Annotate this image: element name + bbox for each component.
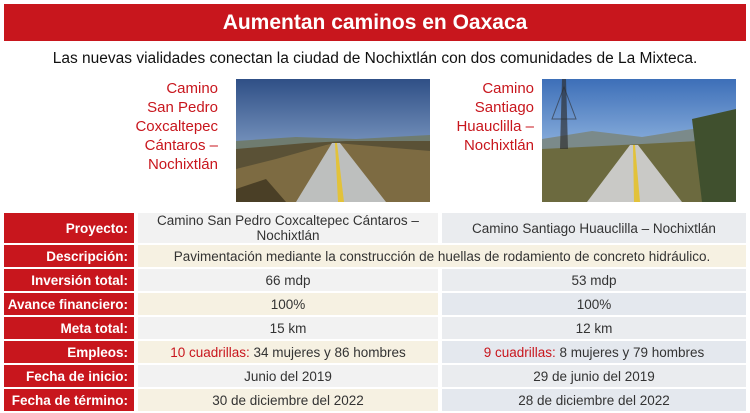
table-row [4,389,746,411]
row-label: Avance financiero: [4,293,134,315]
row-label: Fecha de término: [4,389,134,411]
table-cell: Camino Santiago Huauclilla – Nochixtlán [442,213,746,243]
page-title: Aumentan caminos en Oaxaca [222,10,528,34]
road-photo-right-image [542,79,736,202]
table-cell: 12 km [442,317,746,339]
project-table [4,211,746,413]
road-name-line: Camino [166,80,218,97]
row-label: Proyecto: [4,213,134,243]
table-row [4,269,746,291]
table-cell: 66 mdp [138,269,438,291]
title-bar [4,4,746,41]
crew-detail: 8 mujeres y 79 hombres [555,344,705,360]
road-name-line: Huauclilla – [456,118,534,135]
table-cell: 100% [138,293,438,315]
table-row [4,245,746,267]
road-name-line: San Pedro [147,99,218,116]
table-row [4,213,746,243]
page-subtitle: Las nuevas vialidades conectan la ciudad de Nochixtlán con dos comunidades de La Mixteca. [52,50,698,67]
crew-count: 10 cuadrillas: [170,344,250,360]
road-name-line: Nochixtlán [463,137,534,154]
road-photo-left-image [236,79,430,202]
table-cell: 53 mdp [442,269,746,291]
table-row [4,317,746,339]
table-cell: 100% [442,293,746,315]
table-cell [138,341,438,363]
table-cell: Camino San Pedro Coxcaltepec Cántaros – Nochixtlán [138,213,438,243]
table-row [4,365,746,387]
row-label: Empleos: [4,341,134,363]
row-label: Descripción: [4,245,134,267]
road-name-line: Nochixtlán [147,156,218,173]
table-cell: 15 km [138,317,438,339]
table-cell: 28 de diciembre del 2022 [442,389,746,411]
table-cell [442,341,746,363]
road-name-line: Camino [482,80,534,97]
table-cell: 30 de diciembre del 2022 [138,389,438,411]
table-cell: Junio del 2019 [138,365,438,387]
road-name-right [436,79,534,155]
crew-count: 9 cuadrillas: [483,344,556,360]
row-label: Meta total: [4,317,134,339]
road-name-line: Coxcaltepec [135,118,218,135]
road-photo-left [236,79,430,202]
table-row [4,341,746,363]
table-cell: Pavimentación mediante la construcción de huellas de rodamiento de concreto hidráulico. [138,245,746,267]
road-photo-right [542,79,736,202]
road-name-line: Santiago [474,99,534,116]
row-label: Fecha de inicio: [4,365,134,387]
table-row [4,293,746,315]
crew-detail: 34 mujeres y 86 hombres [249,344,406,360]
table-cell: 29 de junio del 2019 [442,365,746,387]
row-label: Inversión total: [4,269,134,291]
road-name-left [120,79,218,174]
road-name-line: Cántaros – [144,137,218,154]
